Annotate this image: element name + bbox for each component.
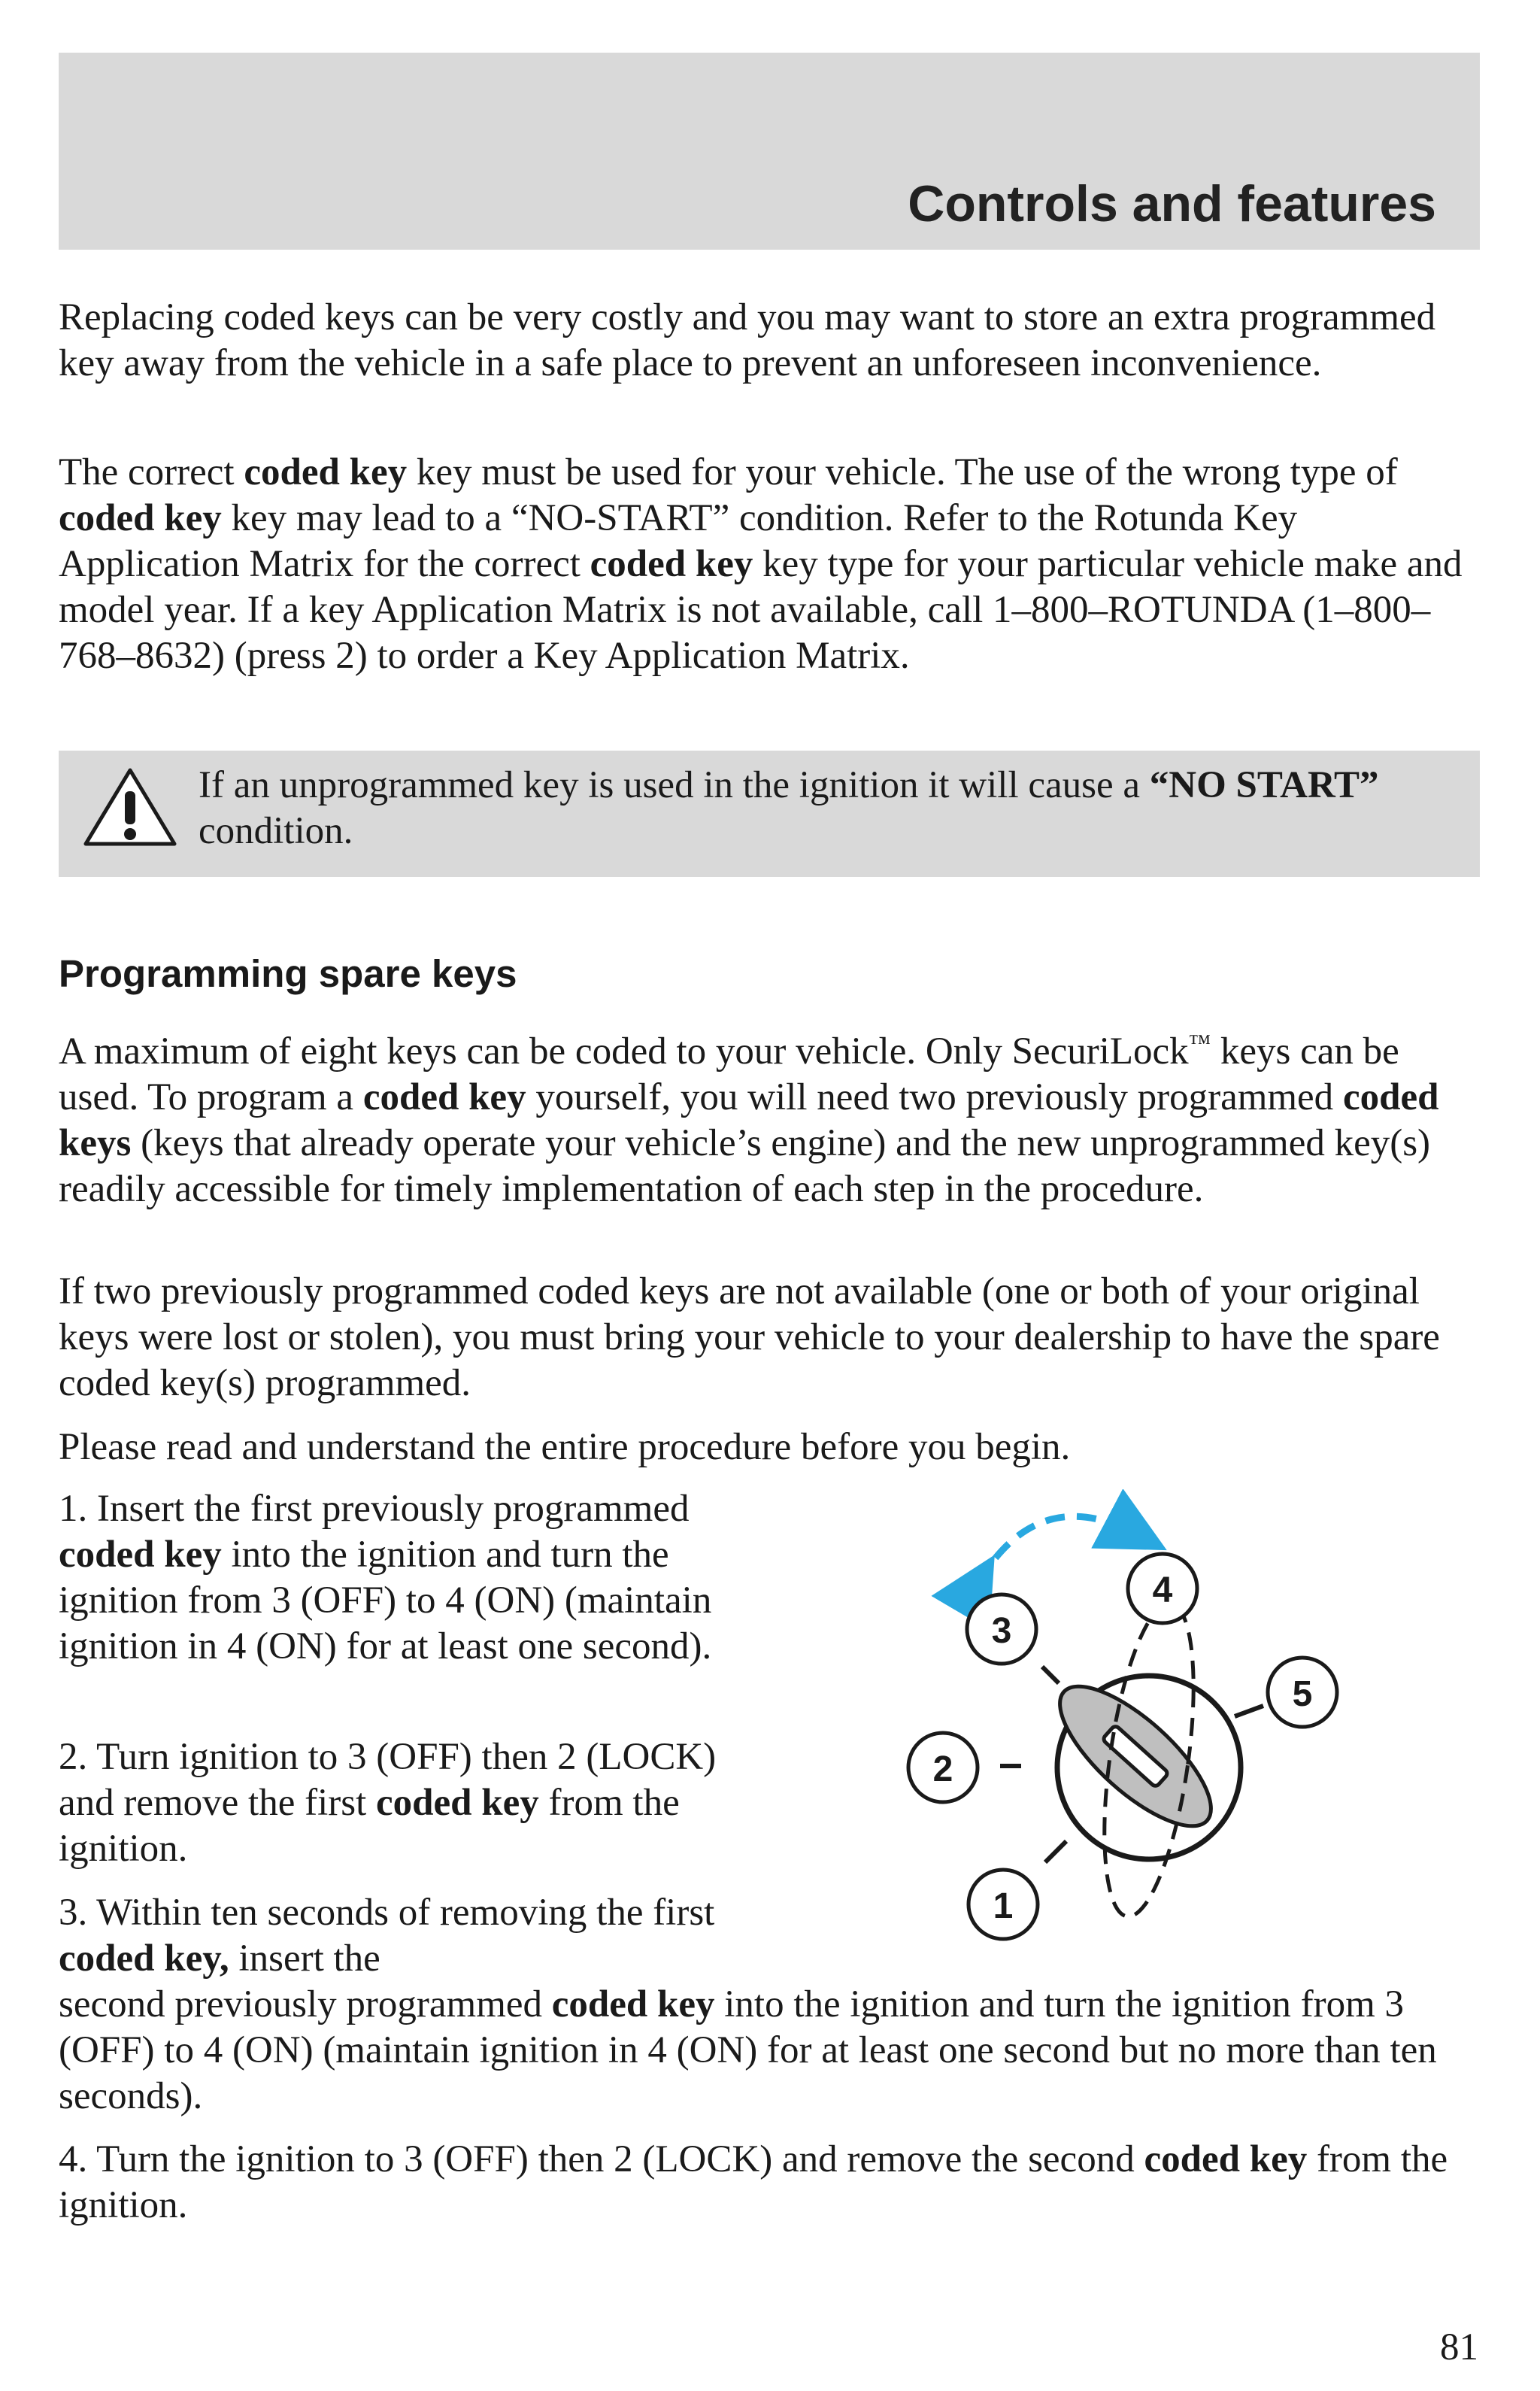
intro-paragraph-1: Replacing coded keys can be very costly and you may want to store an extra programmed key away from the vehicle in a safe place to prevent an unforeseen inconvenience. <box>59 296 1436 384</box>
warning-box <box>59 751 1480 877</box>
section-paragraph-3: Please read and understand the entire procedure before you begin. <box>59 1426 1071 1468</box>
page-header <box>59 53 1480 250</box>
position-3-label <box>967 1595 1036 1664</box>
intro-paragraph-2: The correct coded key key must be used for your vehicle. The use of the wrong type of coded key key may lead to a “NO-START” condition. Refer to the Rotunda Key Application Matrix for the correct coded key key type for your particular vehicle make and model year. If a key Application Matrix is not available, call 1–800–ROTUNDA (1–800–768–8632) (press 2) to order a Key Application Matrix. <box>59 451 1463 677</box>
svg-text:5: 5 <box>1292 1674 1313 1714</box>
rotation-arrow <box>978 1516 1137 1584</box>
page-number: 81 <box>1440 2326 1478 2368</box>
svg-text:2: 2 <box>932 1749 953 1789</box>
svg-text:1: 1 <box>993 1886 1014 1926</box>
tick-3 <box>1042 1667 1059 1683</box>
svg-text:4: 4 <box>1152 1570 1173 1610</box>
section-paragraph-2: If two previously programmed coded keys are not available (one or both of your original keys were lost or stolen), you must bring your vehicle to your dealership to have the spare coded key(s) programmed. <box>59 1270 1440 1404</box>
step-3-start: 3. Within ten seconds of removing the first coded key, insert the <box>59 1892 715 1980</box>
position-4-label <box>1128 1554 1197 1623</box>
tick-5 <box>1235 1706 1263 1716</box>
step-1: 1. Insert the first previously programmed coded key into the ignition and turn the ignition from 3 (OFF) to 4 (ON) (maintain ignition in 4 (ON) for at least one second). <box>59 1488 712 1667</box>
tick-1 <box>1045 1841 1066 1862</box>
svg-text:3: 3 <box>991 1611 1012 1651</box>
step-3-continued: second previously programmed coded key into the ignition and turn the ignition from 3 (OFF) to 4 (ON) (maintain ignition in 4 (ON) for at least one second but no more than ten seconds). <box>59 1983 1437 2117</box>
step-4: 4. Turn the ignition to 3 (OFF) then 2 (LOCK) and remove the second coded key from the ignition. <box>59 2138 1448 2226</box>
section-heading: Programming spare keys <box>59 952 517 995</box>
section-paragraph-1: A maximum of eight keys can be coded to your vehicle. Only SecuriLock™ keys can be used. To program a coded key yourself, you will need two previously programmed coded keys (keys that already operate your vehicle’s engine) and the new unprogrammed key(s) readily accessible for timely implementation of each step in the procedure. <box>59 1030 1439 1210</box>
position-5-label <box>1268 1658 1337 1727</box>
ignition-diagram <box>887 1489 1369 1956</box>
page-title: Controls and features <box>908 175 1436 232</box>
warning-triangle-icon <box>81 766 179 848</box>
position-1-label <box>969 1870 1038 1939</box>
step-2: 2. Turn ignition to 3 (OFF) then 2 (LOCK) and remove the first coded key from the ignition. <box>59 1736 717 1870</box>
warning-text: If an unprogrammed key is used in the ignition it will cause a “NO START” condition. <box>199 764 1379 852</box>
position-2-label <box>908 1733 978 1802</box>
